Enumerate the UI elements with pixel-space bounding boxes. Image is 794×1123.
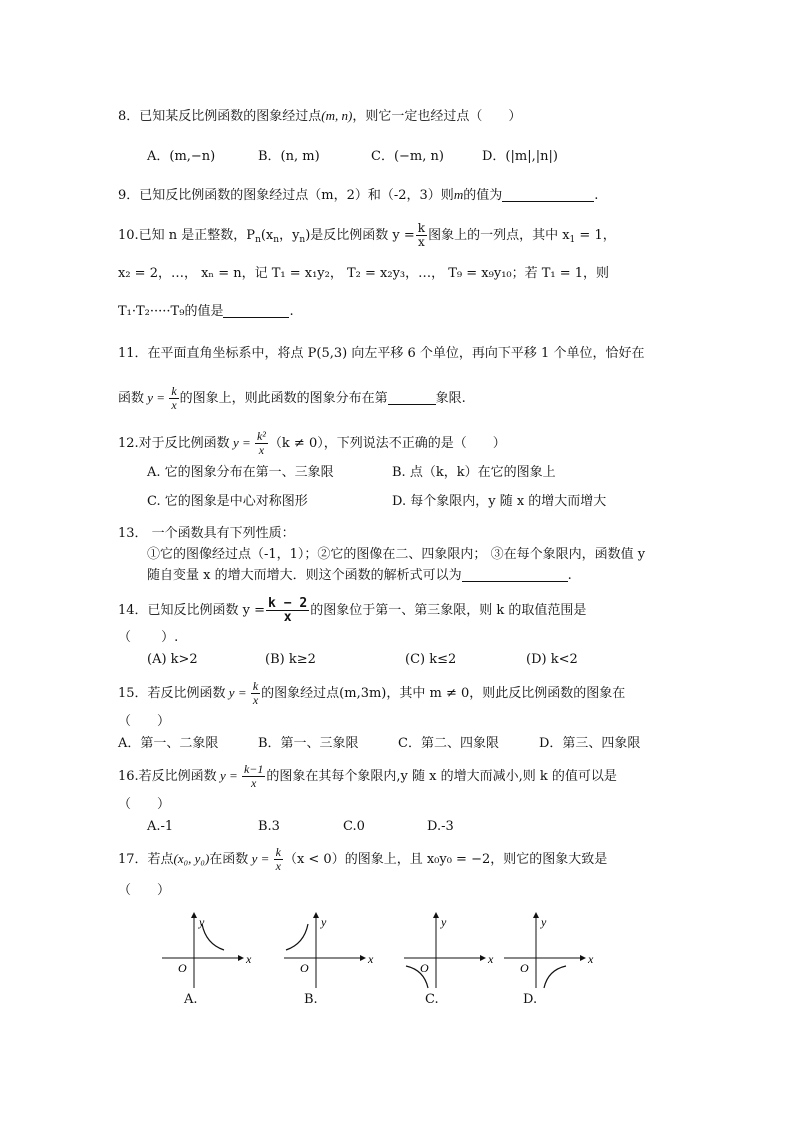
svg-text:x: x <box>488 952 494 966</box>
q11-line2: 函数 y = $\frac{k}{x}$ 的图象上，则此函数的图象分布在第 象限. <box>118 384 466 412</box>
q12-option-a: A. 它的图象分布在第一、三象限 <box>147 465 334 480</box>
svg-text:y: y <box>541 915 547 929</box>
q12-option-c: C. 它的图象是中心对称图形 <box>147 494 308 509</box>
q17-stem: 17．若点(x₀, y₀)在函数 y = $\frac{k}{x}$ （x < 0）的图象上，且 x₀y₀ = −2，则它的图象大致是 <box>118 845 608 873</box>
graph-d-label: D. <box>523 992 538 1007</box>
graph-a <box>158 912 254 990</box>
q16-option-b: B.3 <box>258 819 280 834</box>
graph-c-label: C. <box>425 992 439 1007</box>
q8-option-b: B．(n, m) <box>258 149 320 164</box>
q16-stem: 16.若反比例函数 y = $\frac{k-1}{x}$ 的图象在其每个象限内,y 随 x 的增大而减小,则 k 的值可以是 <box>118 762 617 790</box>
q15-stem: 15．若反比例函数 y = $\frac{k}{x}$ 的图象经过点(m,3m)，其中 m ≠ 0，则此反比例函数的图象在 <box>118 679 626 707</box>
q14-paren: （ ）. <box>118 630 179 645</box>
svg-text:O: O <box>520 961 529 975</box>
q8-stem: 8．已知某反比例函数的图象经过点(m, n)，则它一定也经过点（ ） <box>118 108 522 124</box>
q8-option-d: D．(|m|,|n|) <box>482 149 558 164</box>
q17-paren: （ ） <box>118 883 171 898</box>
q15-option-b: B．第一、三象限 <box>258 736 359 751</box>
svg-text:O: O <box>420 961 429 975</box>
q8-option-a: A．(m,−n) <box>147 149 216 164</box>
q16-option-a: A.-1 <box>147 819 174 834</box>
svg-text:y: y <box>199 915 205 929</box>
fraction: $\frac{k - 2}{x}$ <box>268 596 308 625</box>
svg-text:x: x <box>588 952 594 966</box>
q8-point: (m, n) <box>321 108 353 123</box>
q16-paren: （ ） <box>118 797 171 812</box>
svg-text:y: y <box>441 915 447 929</box>
q13-line1: 13． 一个函数具有下列性质： <box>118 526 295 541</box>
graph-a-label: A. <box>184 992 198 1007</box>
graph-b-label: B. <box>304 992 318 1007</box>
q14-option-a: (A) k>2 <box>147 652 198 667</box>
q12-stem: 12.对于反比例函数 y = $\frac{\text{k²}}{x}$ （k ≠ 0），下列说法不正确的是（ ） <box>118 429 506 457</box>
answer-blank <box>462 567 568 582</box>
q9-stem: 9．已知反比例函数的图象经过点（m，2）和（-2，3）则m的值为 . <box>118 187 599 203</box>
fraction: $\frac{k}{x}$ <box>417 221 426 249</box>
q14-stem: 14．已知反比例函数 y = $\frac{k - 2}{x}$ 的图象位于第一、第三象限，则 k 的取值范围是 <box>118 596 587 625</box>
q8-option-c: C．(−m, n) <box>371 149 444 164</box>
answer-blank <box>388 390 436 405</box>
q15-option-d: D．第三、四象限 <box>539 736 641 751</box>
q13-line2: ①它的图像经过点（-1，1）；②它的图像在二、四象限内； ③在每个象限内，函数值 y <box>147 547 646 562</box>
fraction: $\frac{\text{k²}}{x}$ <box>256 429 266 457</box>
q11-line1: 11．在平面直角坐标系中，将点 P(5,3) 向左平移 6 个单位，再向下平移 1 个单位，恰好在 <box>118 346 645 361</box>
q10-line1: 10.已知 n 是正整数，$P_n(x_n$，$y_n$)是反比例函数 y = $\frac{k}{x}$ 图象上的一列点，其中 $x_1 = 1$， <box>118 221 616 249</box>
q12-option-d: D. 每个象限内，y 随 x 的增大而增大 <box>392 494 607 509</box>
q13-line3: 随自变量 x 的增大而增大．则这个函数的解析式可以为 . <box>147 568 572 583</box>
q15-paren: （ ） <box>118 714 171 729</box>
fraction: $\frac{k-1}{x}$ <box>243 762 264 790</box>
fraction: $\frac{k}{x}$ <box>275 845 281 873</box>
q10-line3: T₁·T₂·····T₉的值是 . <box>118 304 294 319</box>
answer-blank <box>223 303 289 318</box>
graph-d <box>500 912 596 990</box>
q10-line2: x₂ = 2，…， xₙ = n，记 T₁ = x₁y₂， T₂ = x₂y₃，…， T₉ = x₉y₁₀；若 T₁ = 1，则 <box>118 266 610 281</box>
q15-option-a: A．第一、二象限 <box>118 736 219 751</box>
fraction: $\frac{k}{x}$ <box>171 384 177 412</box>
graph-b <box>280 912 376 990</box>
q12-option-b: B. 点（k，k）在它的图象上 <box>392 465 556 480</box>
q14-option-c: (C) k≤2 <box>405 652 457 667</box>
svg-text:y: y <box>321 915 327 929</box>
fraction: $\frac{k}{x}$ <box>252 679 259 707</box>
svg-text:x: x <box>368 952 374 966</box>
svg-text:O: O <box>300 961 309 975</box>
q16-option-c: C.0 <box>343 819 365 834</box>
answer-blank <box>502 187 594 202</box>
svg-text:O: O <box>178 961 187 975</box>
q14-option-d: (D) k<2 <box>526 652 578 667</box>
q16-option-d: D.-3 <box>427 819 454 834</box>
graph-c <box>400 912 496 990</box>
q15-option-c: C．第二、四象限 <box>398 736 499 751</box>
q14-option-b: (B) k≥2 <box>265 652 316 667</box>
svg-text:x: x <box>246 952 252 966</box>
